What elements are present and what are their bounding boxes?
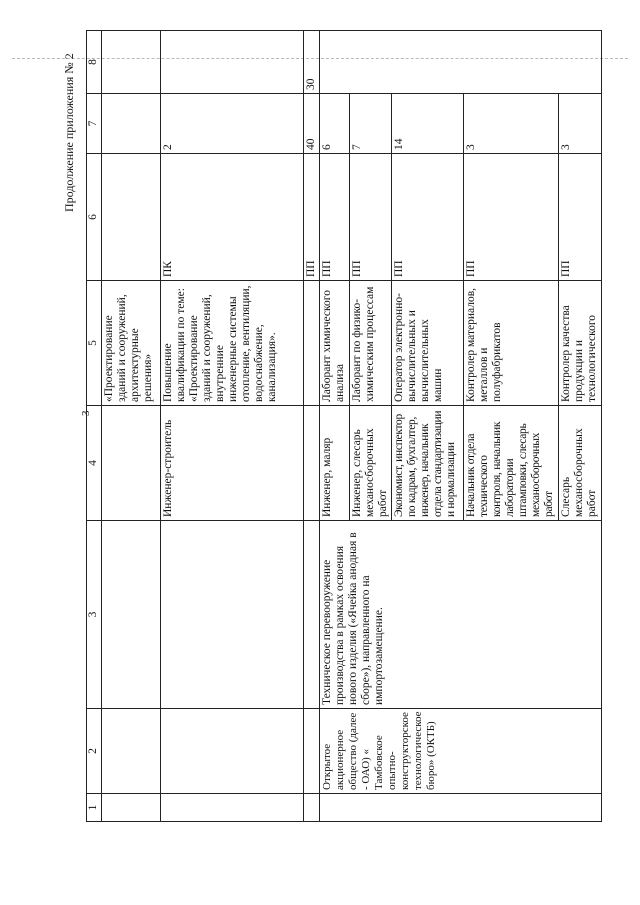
table-row: [303, 31, 319, 822]
page-number: 3: [80, 410, 92, 416]
table-cell: [303, 709, 319, 794]
table-cell: [161, 709, 303, 794]
table-cell: [102, 406, 161, 521]
table-cell: [320, 31, 602, 94]
project-cell: Техническое перевооружение производства в рамках освоения нового изделия («Ячейка анодная в сборе»), направленного на импортозамещение.: [320, 521, 602, 709]
profession-cell: Инженер, слесарь механосборочных работ: [349, 406, 392, 521]
training-type-cell: ПП: [392, 154, 463, 281]
count-cell: 40: [303, 94, 319, 154]
header-row: [87, 31, 102, 822]
count-cell: 2: [161, 94, 303, 154]
table-cell: [161, 794, 303, 822]
count-cell: 3: [559, 94, 602, 154]
training-type-cell: ПП: [463, 154, 559, 281]
column-number: 6: [87, 154, 102, 281]
profession-cell: Экономист, инспектор по кадрам, бухгалтер, инженер, начальник отдела стандартизации и нормализации: [392, 406, 463, 521]
table-cell: [102, 521, 161, 709]
table-cell: [303, 281, 319, 406]
column-number: 8: [87, 31, 102, 94]
program-name-cell: Лаборант химического анализа: [320, 281, 350, 406]
training-type-cell: ПП: [320, 154, 350, 281]
table-cell: [161, 31, 303, 94]
table-cell: [102, 794, 161, 822]
table-cell: [320, 794, 602, 822]
table-row: [102, 31, 161, 822]
program-name-cell: Повышение квалификации по теме: «Проектирование зданий и сооружений, внутренние инженерные системы отопление, вентиляции, водоснабжение, канализация».: [161, 281, 303, 406]
table-cell: [303, 406, 319, 521]
continuation-header: Продолжение приложения № 2: [62, 53, 76, 212]
organization-cell: Открытое акционерное общество (далее - ОАО) « Тамбовское опытно-конструкторское технологическое бюро» (ОКТБ): [320, 709, 602, 794]
count-cell: 3: [463, 94, 559, 154]
table-cell: [102, 94, 161, 154]
training-type-cell: ПП: [349, 154, 392, 281]
training-type-cell: ПП: [303, 154, 319, 281]
column-number: 4: [87, 406, 102, 521]
table-cell: [102, 709, 161, 794]
table-cell: [161, 521, 303, 709]
program-name-cell: «Проектирование зданий и сооружений, архитектурные решения»: [102, 281, 161, 406]
column-number: 3: [87, 521, 102, 709]
column-number: 2: [87, 709, 102, 794]
count-cell: 7: [349, 94, 392, 154]
column-number: 1: [87, 794, 102, 822]
training-type-cell: ПК: [161, 154, 303, 281]
column-number: 7: [87, 94, 102, 154]
program-name-cell: Контролер качества продукции и технологического: [559, 281, 602, 406]
appendix-table: [86, 31, 602, 822]
table-cell: [303, 521, 319, 709]
table-cell: [102, 154, 161, 281]
table-cell: [303, 794, 319, 822]
profession-cell: Начальник отдела технического контроля, начальник лаборатории штамповки, слесарь механосборочных работ: [463, 406, 559, 521]
profession-cell: Инженер, маляр: [320, 406, 350, 521]
program-name-cell: Оператор электронно-вычислительных и вычислительных машин: [392, 281, 463, 406]
program-name-cell: Контролер материалов, металлов и полуфабрикатов: [463, 281, 559, 406]
table-row: [320, 31, 350, 822]
profession-cell: Слесарь механосборочных работ: [559, 406, 602, 521]
count-cell: 14: [392, 94, 463, 154]
count-cell: 6: [320, 94, 350, 154]
training-type-cell: ПП: [559, 154, 602, 281]
profession-cell: Инженер-строитель: [161, 406, 303, 521]
total-cell: 30: [303, 31, 319, 94]
table-cell: [102, 31, 161, 94]
table-row: [161, 31, 303, 822]
program-name-cell: Лаборант по физико-химическим процессам: [349, 281, 392, 406]
column-number: 5: [87, 281, 102, 406]
